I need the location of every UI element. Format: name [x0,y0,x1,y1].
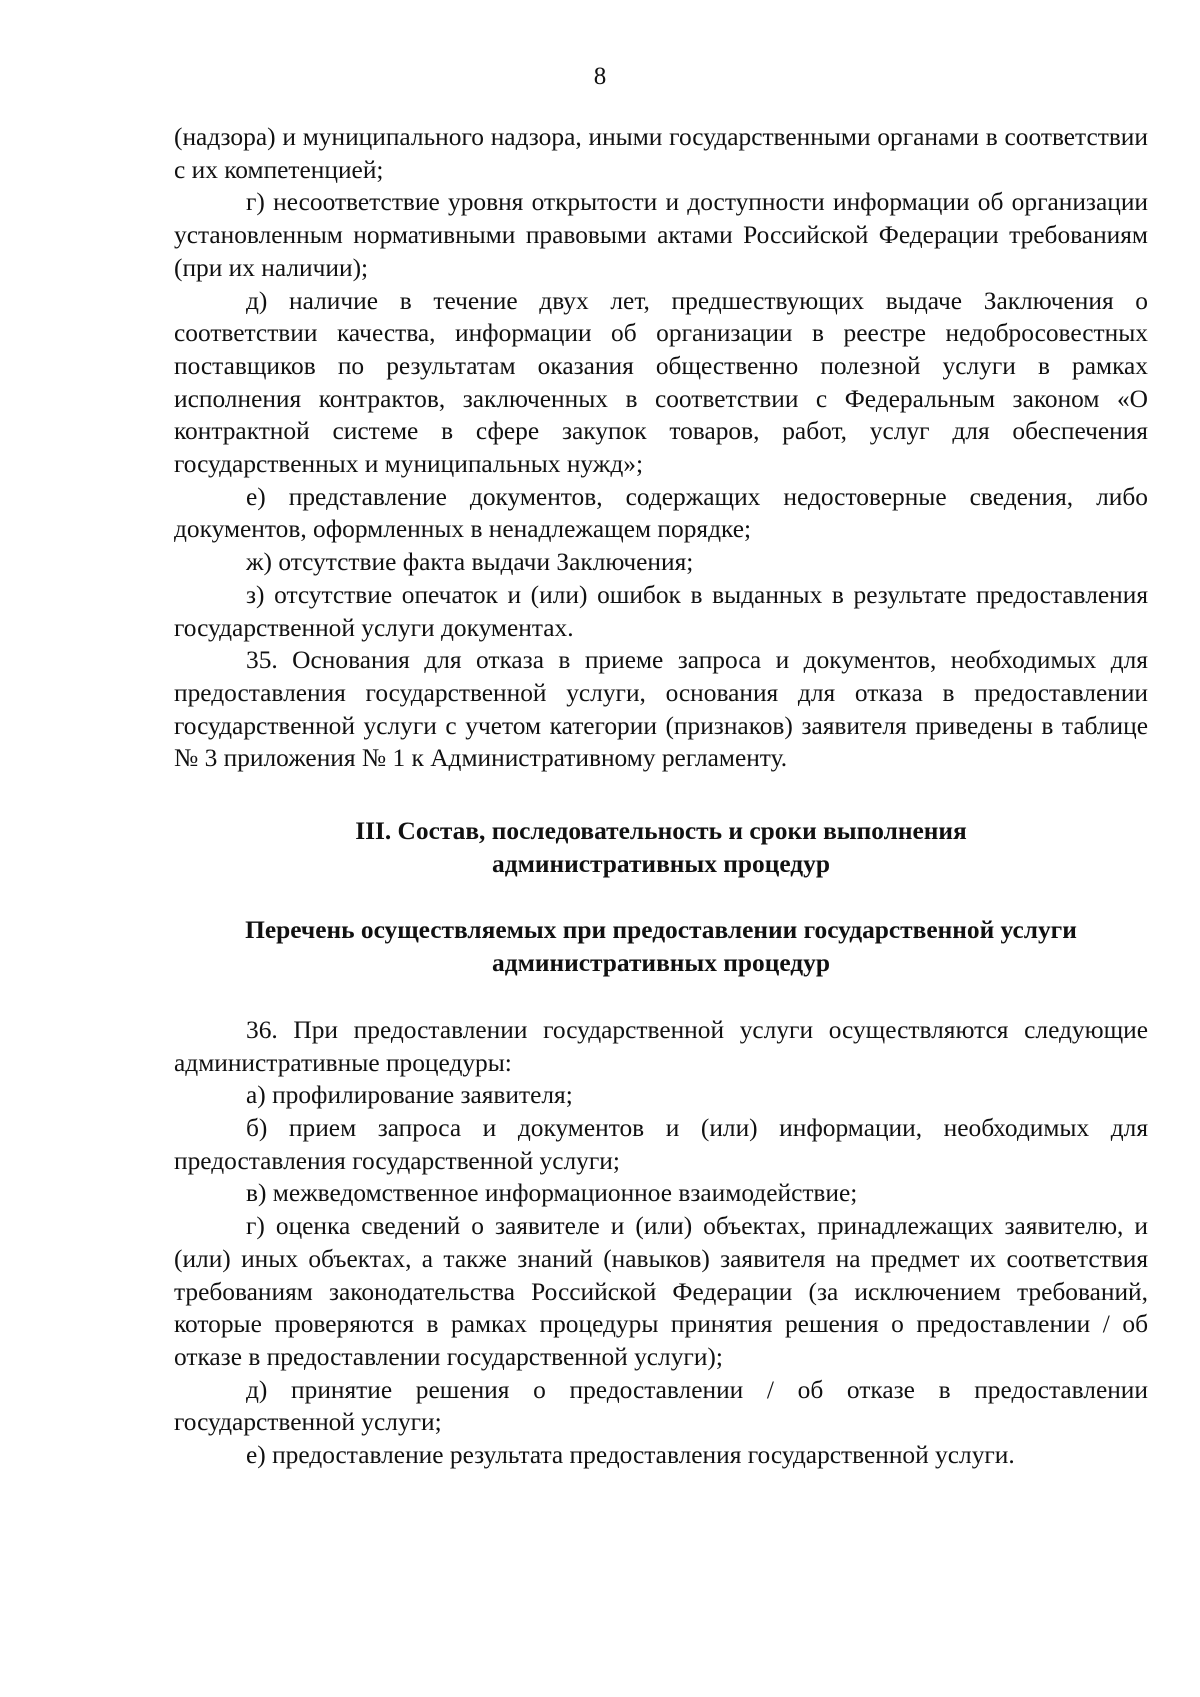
section-heading-line-2: административных процедур [492,849,830,878]
procedure-item-g: г) оценка сведений о заявителе и (или) объектах, принадлежащих заявителю, и (или) иных объектах, а также знаний (навыков) заявителя на предмет их соответствия требованиям законодательства Российской Федерации (за исключением требований, которые проверяются в рамках процедуры принятия решения о предоставлении / об отказе в предоставлении государственной услуги); [174,1212,1148,1371]
procedure-item-a: а) профилирование заявителя; [246,1081,573,1110]
subsection-heading [174,914,1148,979]
document-body [174,121,1148,1472]
procedure-item-b: б) прием запроса и документов и (или) информации, необходимых для предоставления государственной услуги; [174,1113,1148,1175]
procedure-item-e: е) предоставление результата предоставления государственной услуги. [246,1441,1015,1470]
subsection-heading-line-2: административных процедур [492,949,830,978]
section-heading-line-1: III. Состав, последовательность и сроки выполнения [355,817,967,846]
paragraph-item-zh: ж) отсутствие факта выдачи Заключения; [246,548,694,577]
paragraph-item-z: з) отсутствие опечаток и (или) ошибок в выданных в результате предоставления государственной услуги документах. [174,580,1148,642]
paragraph-continuation: (надзора) и муниципального надзора, иными государственными органами в соответствии с их компетенцией; [174,123,1148,184]
paragraph-item-d: д) наличие в течение двух лет, предшествующих выдаче Заключения о соответствии качества, информации об организации в реестре недобросовестных поставщиков по результатам оказания общественно полезной услуги в рамках исполнения контрактов, заключенных в соответствии с Федеральным законом «О контрактной системе в сфере закупок товаров, работ, услуг для обеспечения государственных и муниципальных нужд»; [174,286,1148,479]
paragraph-item-e: е) представление документов, содержащих недостоверные сведения, либо документов, оформленных в ненадлежащем порядке; [174,482,1148,544]
paragraph-35: 35. Основания для отказа в приеме запроса и документов, необходимых для предоставления государственной услуги, основания для отказа в предоставлении государственной услуги с учетом категории (признаков) заявителя приведены в таблице № 3 приложения № 1 к Административному регламенту. [174,646,1148,773]
page-number: 8 [593,63,607,90]
procedure-item-d: д) принятие решения о предоставлении / об отказе в предоставлении государственной услуги; [174,1375,1148,1437]
section-heading [174,815,1148,880]
subsection-heading-line-1: Перечень осуществляемых при предоставлении государственной услуги [245,916,1077,945]
procedure-item-v: в) межведомственное информационное взаимодействие; [246,1179,858,1208]
paragraph-36: 36. При предоставлении государственной услуги осуществляются следующие административные процедуры: [174,1015,1148,1077]
paragraph-item-g: г) несоответствие уровня открытости и доступности информации об организации установленным нормативными правовыми актами Российской Федерации требованиям (при их наличии); [174,188,1148,282]
